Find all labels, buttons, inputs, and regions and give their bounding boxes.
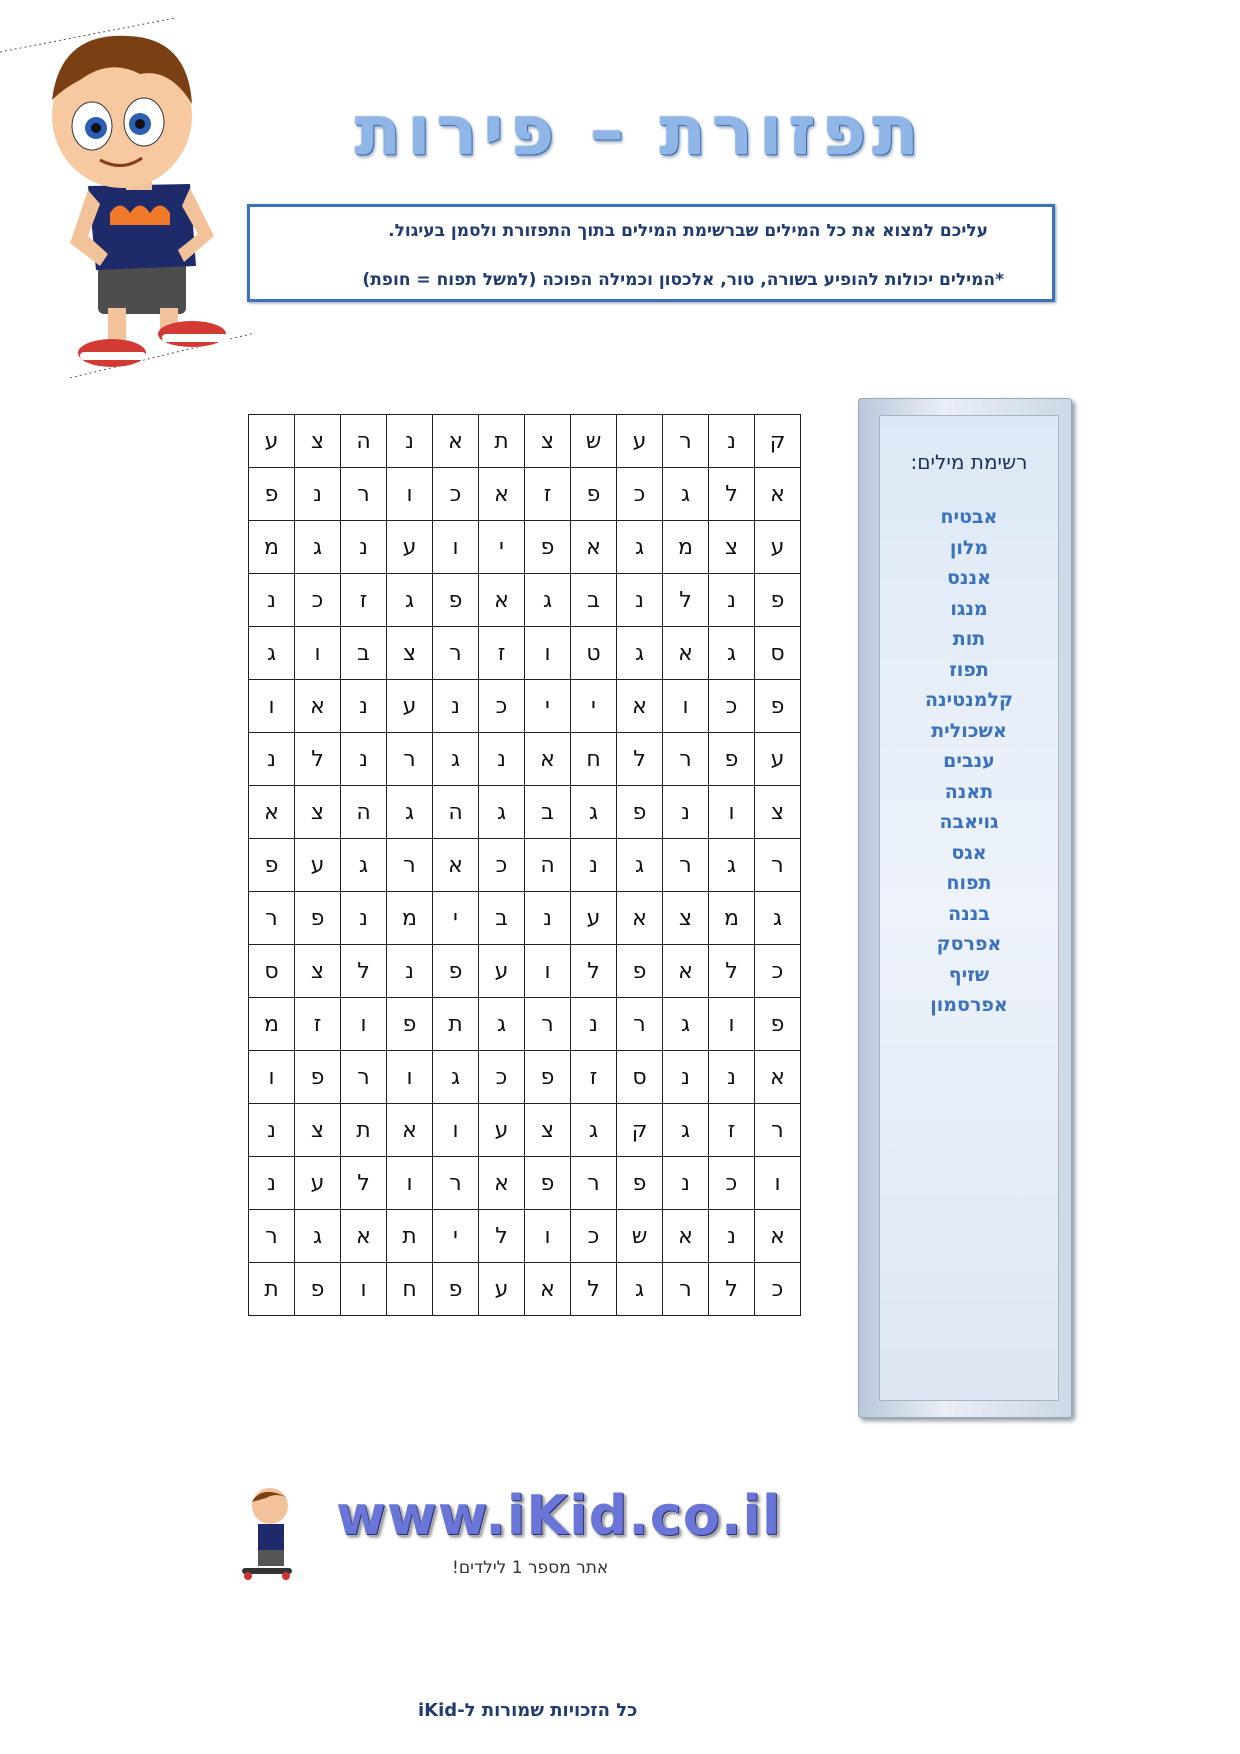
- grid-cell[interactable]: ר: [341, 1051, 387, 1104]
- grid-cell[interactable]: פ: [249, 468, 295, 521]
- grid-cell[interactable]: ב: [341, 627, 387, 680]
- grid-cell[interactable]: מ: [663, 521, 709, 574]
- grid-cell[interactable]: ג: [663, 1104, 709, 1157]
- grid-cell[interactable]: א: [617, 680, 663, 733]
- grid-cell[interactable]: ר: [387, 733, 433, 786]
- instructions-line-2: *המילים יכולות להופיע בשורה, טור, אלכסון וכמילה הפוכה (למשל תפוח = חופת): [362, 270, 1004, 290]
- grid-cell[interactable]: ג: [571, 786, 617, 839]
- grid-cell[interactable]: כ: [479, 1051, 525, 1104]
- grid-cell[interactable]: ג: [617, 521, 663, 574]
- grid-cell[interactable]: ג: [617, 1263, 663, 1316]
- grid-cell[interactable]: ו: [755, 1157, 801, 1210]
- grid-cell[interactable]: פ: [525, 1157, 571, 1210]
- grid-cell[interactable]: ח: [571, 733, 617, 786]
- grid-cell[interactable]: נ: [525, 892, 571, 945]
- grid-cell[interactable]: פ: [709, 733, 755, 786]
- grid-cell[interactable]: נ: [341, 680, 387, 733]
- grid-cell[interactable]: ו: [387, 1051, 433, 1104]
- grid-cell[interactable]: א: [617, 892, 663, 945]
- grid-cell[interactable]: ק: [755, 415, 801, 468]
- grid-cell[interactable]: נ: [249, 574, 295, 627]
- grid-cell[interactable]: נ: [249, 1157, 295, 1210]
- grid-cell[interactable]: ה: [525, 839, 571, 892]
- grid-cell[interactable]: נ: [387, 945, 433, 998]
- grid-cell[interactable]: ע: [617, 415, 663, 468]
- grid-cell[interactable]: ח: [387, 1263, 433, 1316]
- grid-cell[interactable]: א: [479, 574, 525, 627]
- word-list-panel-inner: [879, 415, 1059, 1401]
- grid-cell[interactable]: כ: [295, 574, 341, 627]
- grid-cell[interactable]: ב: [525, 786, 571, 839]
- grid-cell[interactable]: נ: [433, 680, 479, 733]
- grid-cell[interactable]: ת: [433, 998, 479, 1051]
- grid-cell[interactable]: י: [525, 680, 571, 733]
- ikid-logo-url[interactable]: www.iKid.co.il: [336, 1484, 782, 1547]
- grid-row: [249, 839, 801, 892]
- grid-cell[interactable]: ר: [387, 839, 433, 892]
- grid-cell[interactable]: ו: [249, 1051, 295, 1104]
- grid-row: [249, 786, 801, 839]
- grid-cell[interactable]: ה: [341, 415, 387, 468]
- grid-cell[interactable]: פ: [755, 574, 801, 627]
- grid-cell[interactable]: צ: [387, 627, 433, 680]
- grid-cell[interactable]: ג: [387, 574, 433, 627]
- grid-cell[interactable]: נ: [709, 574, 755, 627]
- grid-cell[interactable]: ג: [341, 839, 387, 892]
- grid-cell[interactable]: נ: [341, 892, 387, 945]
- word-list-item: גויאבה: [939, 811, 999, 833]
- grid-cell[interactable]: ר: [663, 1263, 709, 1316]
- grid-row: [249, 1104, 801, 1157]
- grid-cell[interactable]: י: [433, 1210, 479, 1263]
- grid-row: [249, 1210, 801, 1263]
- grid-cell[interactable]: מ: [249, 998, 295, 1051]
- grid-row: [249, 521, 801, 574]
- grid-cell[interactable]: ר: [571, 1157, 617, 1210]
- word-list-item: תפוח: [946, 872, 992, 894]
- page-title: תפזורת – פירות: [355, 92, 925, 171]
- grid-cell[interactable]: א: [663, 945, 709, 998]
- grid-cell[interactable]: ג: [617, 839, 663, 892]
- grid-cell[interactable]: כ: [709, 680, 755, 733]
- grid-cell[interactable]: ב: [571, 574, 617, 627]
- grid-row: [249, 1157, 801, 1210]
- grid-cell[interactable]: ע: [387, 521, 433, 574]
- grid-cell[interactable]: נ: [709, 1051, 755, 1104]
- grid-cell[interactable]: נ: [663, 786, 709, 839]
- word-list-item: אפרסמון: [930, 994, 1008, 1016]
- grid-cell[interactable]: ס: [755, 627, 801, 680]
- grid-cell[interactable]: ל: [709, 1263, 755, 1316]
- word-list-item: קלמנטינה: [924, 689, 1013, 711]
- grid-cell[interactable]: מ: [387, 892, 433, 945]
- grid-cell[interactable]: צ: [755, 786, 801, 839]
- grid-cell[interactable]: נ: [709, 415, 755, 468]
- grid-cell[interactable]: כ: [433, 468, 479, 521]
- grid-cell[interactable]: י: [571, 680, 617, 733]
- instructions-line-1: עליכם למצוא את כל המילים שברשימת המילים בתוך התפזורת ולסמן בעיגול.: [388, 221, 988, 241]
- grid-cell[interactable]: ס: [249, 945, 295, 998]
- grid-cell[interactable]: נ: [249, 733, 295, 786]
- grid-cell[interactable]: ע: [249, 415, 295, 468]
- grid-cell[interactable]: ע: [479, 945, 525, 998]
- grid-cell[interactable]: ר: [525, 998, 571, 1051]
- word-list-item: ענבים: [943, 750, 995, 772]
- word-list-item: תאנה: [944, 780, 994, 803]
- grid-cell[interactable]: ר: [663, 415, 709, 468]
- grid-cell[interactable]: נ: [663, 1157, 709, 1210]
- grid-cell[interactable]: ו: [709, 786, 755, 839]
- grid-cell[interactable]: כ: [479, 680, 525, 733]
- grid-cell[interactable]: ו: [709, 998, 755, 1051]
- word-list-panel: [858, 398, 1072, 1418]
- grid-cell[interactable]: ר: [341, 468, 387, 521]
- grid-cell[interactable]: ע: [479, 1104, 525, 1157]
- grid-cell[interactable]: ג: [663, 998, 709, 1051]
- grid-cell[interactable]: א: [525, 1263, 571, 1316]
- grid-cell[interactable]: ג: [295, 521, 341, 574]
- grid-cell[interactable]: ש: [571, 415, 617, 468]
- grid-cell[interactable]: ר: [433, 627, 479, 680]
- grid-cell[interactable]: צ: [525, 415, 571, 468]
- word-list-item: אבטיח: [940, 506, 998, 528]
- grid-cell[interactable]: ו: [525, 945, 571, 998]
- grid-cell[interactable]: פ: [571, 468, 617, 521]
- grid-cell[interactable]: ר: [755, 1104, 801, 1157]
- grid-cell[interactable]: א: [755, 468, 801, 521]
- grid-cell[interactable]: צ: [295, 415, 341, 468]
- grid-cell[interactable]: נ: [479, 733, 525, 786]
- grid-cell[interactable]: פ: [525, 1051, 571, 1104]
- grid-cell[interactable]: א: [755, 1210, 801, 1263]
- grid-row: [249, 945, 801, 998]
- grid-cell[interactable]: פ: [617, 1157, 663, 1210]
- grid-cell[interactable]: ס: [617, 1051, 663, 1104]
- grid-cell[interactable]: א: [663, 627, 709, 680]
- grid-cell[interactable]: ל: [663, 574, 709, 627]
- grid-cell[interactable]: נ: [571, 998, 617, 1051]
- grid-cell[interactable]: ל: [617, 733, 663, 786]
- grid-cell[interactable]: ו: [433, 1104, 479, 1157]
- grid-cell[interactable]: ר: [663, 733, 709, 786]
- grid-cell[interactable]: פ: [433, 945, 479, 998]
- word-list-item: מנגו: [950, 597, 988, 620]
- grid-cell[interactable]: ר: [433, 1157, 479, 1210]
- grid-cell[interactable]: א: [433, 415, 479, 468]
- grid-cell[interactable]: ו: [341, 1263, 387, 1316]
- grid-cell[interactable]: ל: [479, 1210, 525, 1263]
- grid-cell[interactable]: ו: [663, 680, 709, 733]
- grid-cell[interactable]: ר: [663, 839, 709, 892]
- word-list-item: תות: [952, 628, 986, 650]
- grid-cell[interactable]: ו: [387, 468, 433, 521]
- grid-cell[interactable]: ג: [571, 1104, 617, 1157]
- grid-cell[interactable]: ז: [295, 998, 341, 1051]
- grid-cell[interactable]: א: [479, 1157, 525, 1210]
- grid-cell[interactable]: ר: [249, 1210, 295, 1263]
- grid-cell[interactable]: צ: [295, 945, 341, 998]
- grid-cell[interactable]: א: [249, 786, 295, 839]
- grid-cell[interactable]: ו: [433, 521, 479, 574]
- word-list-title: רשימת מילים:: [910, 450, 1028, 474]
- copyright-notice: כל הזכויות שמורות ל-iKid: [418, 1700, 638, 1721]
- word-list-item: אננס: [947, 567, 991, 589]
- grid-cell[interactable]: ו: [249, 680, 295, 733]
- grid-cell[interactable]: ג: [479, 786, 525, 839]
- grid-cell[interactable]: נ: [709, 1210, 755, 1263]
- grid-cell[interactable]: ר: [755, 839, 801, 892]
- grid-cell[interactable]: ז: [479, 627, 525, 680]
- grid-cell[interactable]: פ: [433, 1263, 479, 1316]
- grid-cell[interactable]: ב: [479, 892, 525, 945]
- grid-cell[interactable]: פ: [295, 1051, 341, 1104]
- grid-cell[interactable]: צ: [525, 1104, 571, 1157]
- grid-cell[interactable]: כ: [755, 1263, 801, 1316]
- grid-cell[interactable]: ג: [709, 627, 755, 680]
- word-list-item: אגס: [951, 841, 987, 864]
- grid-cell[interactable]: נ: [571, 839, 617, 892]
- word-list-item: מלון: [949, 536, 989, 559]
- grid-cell[interactable]: צ: [295, 786, 341, 839]
- grid-cell[interactable]: א: [755, 1051, 801, 1104]
- grid-cell[interactable]: ע: [571, 892, 617, 945]
- cartoon-boy-illustration: [0, 8, 260, 378]
- grid-cell[interactable]: ג: [387, 786, 433, 839]
- grid-row: [249, 998, 801, 1051]
- grid-cell[interactable]: ע: [295, 1157, 341, 1210]
- grid-cell[interactable]: א: [433, 839, 479, 892]
- grid-cell[interactable]: ר: [249, 892, 295, 945]
- grid-cell[interactable]: ז: [571, 1051, 617, 1104]
- grid-cell[interactable]: י: [479, 521, 525, 574]
- grid-cell[interactable]: א: [479, 468, 525, 521]
- word-search-grid: [248, 414, 801, 1316]
- grid-cell[interactable]: א: [295, 680, 341, 733]
- word-list-item: אשכולית: [931, 719, 1007, 742]
- word-list-item: שזיף: [948, 963, 990, 986]
- grid-cell[interactable]: ה: [341, 786, 387, 839]
- grid-cell[interactable]: ה: [433, 786, 479, 839]
- grid-cell[interactable]: ר: [617, 998, 663, 1051]
- grid-cell[interactable]: ל: [709, 468, 755, 521]
- grid-cell[interactable]: נ: [617, 574, 663, 627]
- grid-cell[interactable]: כ: [709, 1157, 755, 1210]
- grid-cell[interactable]: א: [525, 733, 571, 786]
- grid-cell[interactable]: פ: [433, 574, 479, 627]
- grid-cell[interactable]: פ: [387, 998, 433, 1051]
- grid-row: [249, 680, 801, 733]
- grid-cell[interactable]: ל: [341, 1157, 387, 1210]
- grid-cell[interactable]: ז: [341, 574, 387, 627]
- grid-cell[interactable]: ג: [479, 998, 525, 1051]
- grid-cell[interactable]: ע: [295, 839, 341, 892]
- grid-cell[interactable]: ג: [663, 468, 709, 521]
- grid-cell[interactable]: ת: [387, 1210, 433, 1263]
- grid-cell[interactable]: ז: [525, 468, 571, 521]
- grid-cell[interactable]: ו: [341, 998, 387, 1051]
- grid-cell[interactable]: ת: [479, 415, 525, 468]
- grid-cell[interactable]: כ: [571, 1210, 617, 1263]
- grid-cell[interactable]: ז: [709, 1104, 755, 1157]
- grid-cell[interactable]: ע: [387, 680, 433, 733]
- ikid-logo-tagline: אתר מספר 1 לילדים!: [452, 1558, 609, 1578]
- grid-cell[interactable]: מ: [709, 892, 755, 945]
- grid-row: [249, 1051, 801, 1104]
- grid-cell[interactable]: ע: [755, 733, 801, 786]
- grid-cell[interactable]: ל: [341, 945, 387, 998]
- grid-cell[interactable]: ק: [617, 1104, 663, 1157]
- grid-cell[interactable]: נ: [249, 1104, 295, 1157]
- grid-cell[interactable]: ג: [433, 733, 479, 786]
- grid-cell[interactable]: א: [663, 1210, 709, 1263]
- word-list-item: תפוז: [949, 658, 989, 681]
- grid-cell[interactable]: נ: [387, 415, 433, 468]
- grid-cell[interactable]: צ: [295, 1104, 341, 1157]
- grid-cell[interactable]: ש: [617, 1210, 663, 1263]
- grid-cell[interactable]: כ: [755, 945, 801, 998]
- grid-cell[interactable]: ע: [479, 1263, 525, 1316]
- grid-cell[interactable]: ו: [525, 627, 571, 680]
- grid-cell[interactable]: נ: [295, 468, 341, 521]
- grid-cell[interactable]: פ: [295, 1263, 341, 1316]
- grid-cell[interactable]: נ: [663, 1051, 709, 1104]
- grid-cell[interactable]: ל: [571, 1263, 617, 1316]
- grid-cell[interactable]: פ: [755, 998, 801, 1051]
- word-list-item: אפרסק: [936, 933, 1002, 955]
- grid-cell[interactable]: ע: [755, 521, 801, 574]
- grid-row: [249, 627, 801, 680]
- grid-row: [249, 415, 801, 468]
- grid-cell[interactable]: ג: [755, 892, 801, 945]
- instructions-box: [247, 204, 1055, 302]
- grid-cell[interactable]: ל: [295, 733, 341, 786]
- grid-cell[interactable]: פ: [617, 786, 663, 839]
- grid-cell[interactable]: ט: [571, 627, 617, 680]
- grid-cell[interactable]: פ: [525, 521, 571, 574]
- grid-row: [249, 574, 801, 627]
- grid-cell[interactable]: ו: [387, 1157, 433, 1210]
- grid-cell[interactable]: י: [433, 892, 479, 945]
- grid-cell[interactable]: כ: [617, 468, 663, 521]
- grid-cell[interactable]: פ: [755, 680, 801, 733]
- grid-row: [249, 468, 801, 521]
- grid-cell[interactable]: מ: [249, 521, 295, 574]
- grid-cell[interactable]: פ: [617, 945, 663, 998]
- grid-cell[interactable]: ג: [249, 627, 295, 680]
- word-list: [880, 502, 1058, 1021]
- grid-cell[interactable]: ו: [295, 627, 341, 680]
- grid-row: [249, 733, 801, 786]
- grid-cell[interactable]: נ: [341, 733, 387, 786]
- grid-cell[interactable]: א: [387, 1104, 433, 1157]
- grid-cell[interactable]: ג: [525, 574, 571, 627]
- grid-cell[interactable]: פ: [295, 892, 341, 945]
- grid-row: [249, 1263, 801, 1316]
- grid-cell[interactable]: ל: [571, 945, 617, 998]
- word-list-item: בננה: [948, 902, 990, 925]
- grid-cell[interactable]: ת: [341, 1104, 387, 1157]
- grid-cell[interactable]: נ: [341, 521, 387, 574]
- grid-cell[interactable]: ת: [249, 1263, 295, 1316]
- grid-cell[interactable]: פ: [249, 839, 295, 892]
- grid-cell[interactable]: ג: [295, 1210, 341, 1263]
- grid-row: [249, 892, 801, 945]
- grid-cell[interactable]: ג: [433, 1051, 479, 1104]
- grid-cell[interactable]: א: [571, 521, 617, 574]
- grid-cell[interactable]: ל: [709, 945, 755, 998]
- grid-cell[interactable]: כ: [479, 839, 525, 892]
- grid-cell[interactable]: ו: [525, 1210, 571, 1263]
- grid-cell[interactable]: ג: [617, 627, 663, 680]
- grid-cell[interactable]: א: [341, 1210, 387, 1263]
- grid-cell[interactable]: צ: [709, 521, 755, 574]
- ikid-logo-boy-icon: [232, 1484, 312, 1584]
- grid-cell[interactable]: ג: [709, 839, 755, 892]
- grid-cell[interactable]: צ: [663, 892, 709, 945]
